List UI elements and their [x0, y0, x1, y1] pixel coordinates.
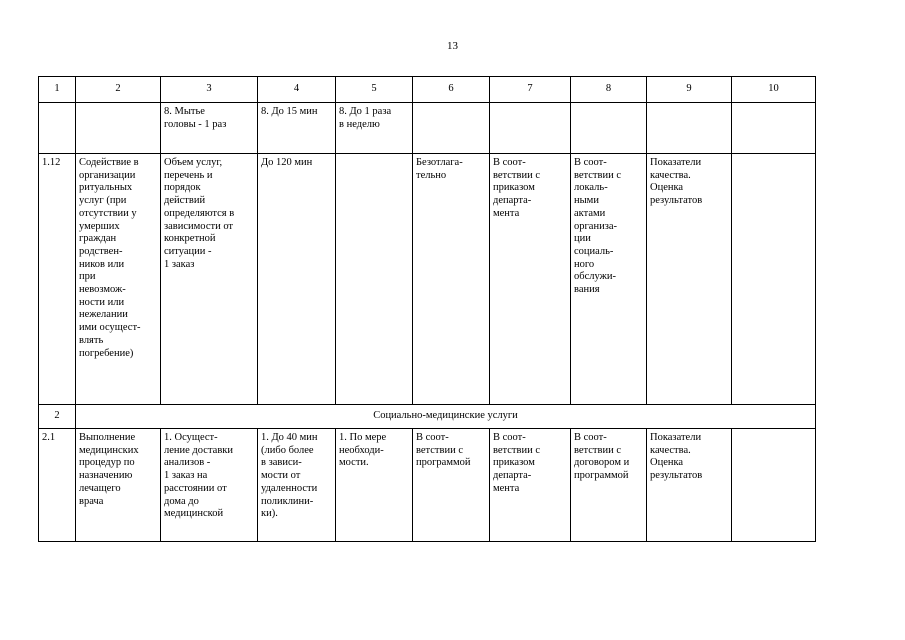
table-cell: В соот- ветствии с приказом департа- мента: [490, 429, 571, 542]
service-name-cell: [76, 103, 161, 154]
service-name-cell: Выполнение медицинских процедур по назначению лечащего врача: [76, 429, 161, 542]
section-title-cell: Социально-медицинские услуги: [76, 405, 816, 429]
header-cell: 5: [336, 77, 413, 103]
service-volume-cell: 1. Осущест- ление доставки анализов - 1 заказ на расстоянии от дома до медицинской: [161, 429, 258, 542]
row-number-cell: [39, 103, 76, 154]
row-number-cell: 1.12: [39, 154, 76, 405]
table-cell: [732, 154, 816, 405]
term-cell: Безотлага- тельно: [413, 154, 490, 405]
header-cell: 9: [647, 77, 732, 103]
page-number: 13: [447, 40, 458, 52]
table-cell: В соот- ветствии с локаль- ными актами организа- ции социаль- ного обслужи- вания: [571, 154, 647, 405]
table-row: [39, 154, 816, 405]
frequency-cell: 1. По мере необходи- мости.: [336, 429, 413, 542]
header-cell: 2: [76, 77, 161, 103]
table-cell: [732, 103, 816, 154]
header-row: [39, 77, 816, 103]
section-number-cell: 2: [39, 405, 76, 429]
service-name-cell: Содействие в организации ритуальных услуг (при отсутствии у умерших граждан родствен- ников или при невозмож- ности или нежелании ими осущест- влять погребение): [76, 154, 161, 405]
service-volume-cell: 8. Мытье головы - 1 раз: [161, 103, 258, 154]
duration-cell: 1. До 40 мин (либо более в зависи- мости от удаленности поликлини- ки).: [258, 429, 336, 542]
duration-cell: До 120 мин: [258, 154, 336, 405]
services-table: [38, 76, 816, 542]
header-cell: 7: [490, 77, 571, 103]
header-cell: 4: [258, 77, 336, 103]
term-cell: [413, 103, 490, 154]
header-cell: 10: [732, 77, 816, 103]
table-cell: [490, 103, 571, 154]
row-number-cell: 2.1: [39, 429, 76, 542]
header-cell: 8: [571, 77, 647, 103]
table-cell: В соот- ветствии с приказом департа- мента: [490, 154, 571, 405]
frequency-cell: [336, 154, 413, 405]
table-cell: Показатели качества. Оценка результатов: [647, 154, 732, 405]
term-cell: В соот- ветствии с программой: [413, 429, 490, 542]
table-cell: [647, 103, 732, 154]
service-volume-cell: Объем услуг, перечень и порядок действий определяются в зависимости от конкретной ситуации - 1 заказ: [161, 154, 258, 405]
frequency-cell: 8. До 1 раза в неделю: [336, 103, 413, 154]
table-cell: [732, 429, 816, 542]
table-row: [39, 429, 816, 542]
table-cell: В соот- ветствии с договором и программой: [571, 429, 647, 542]
header-cell: 1: [39, 77, 76, 103]
header-cell: 6: [413, 77, 490, 103]
table-row: [39, 103, 816, 154]
table-cell: [571, 103, 647, 154]
header-cell: 3: [161, 77, 258, 103]
table-cell: Показатели качества. Оценка результатов: [647, 429, 732, 542]
duration-cell: 8. До 15 мин: [258, 103, 336, 154]
section-row: [39, 405, 816, 429]
